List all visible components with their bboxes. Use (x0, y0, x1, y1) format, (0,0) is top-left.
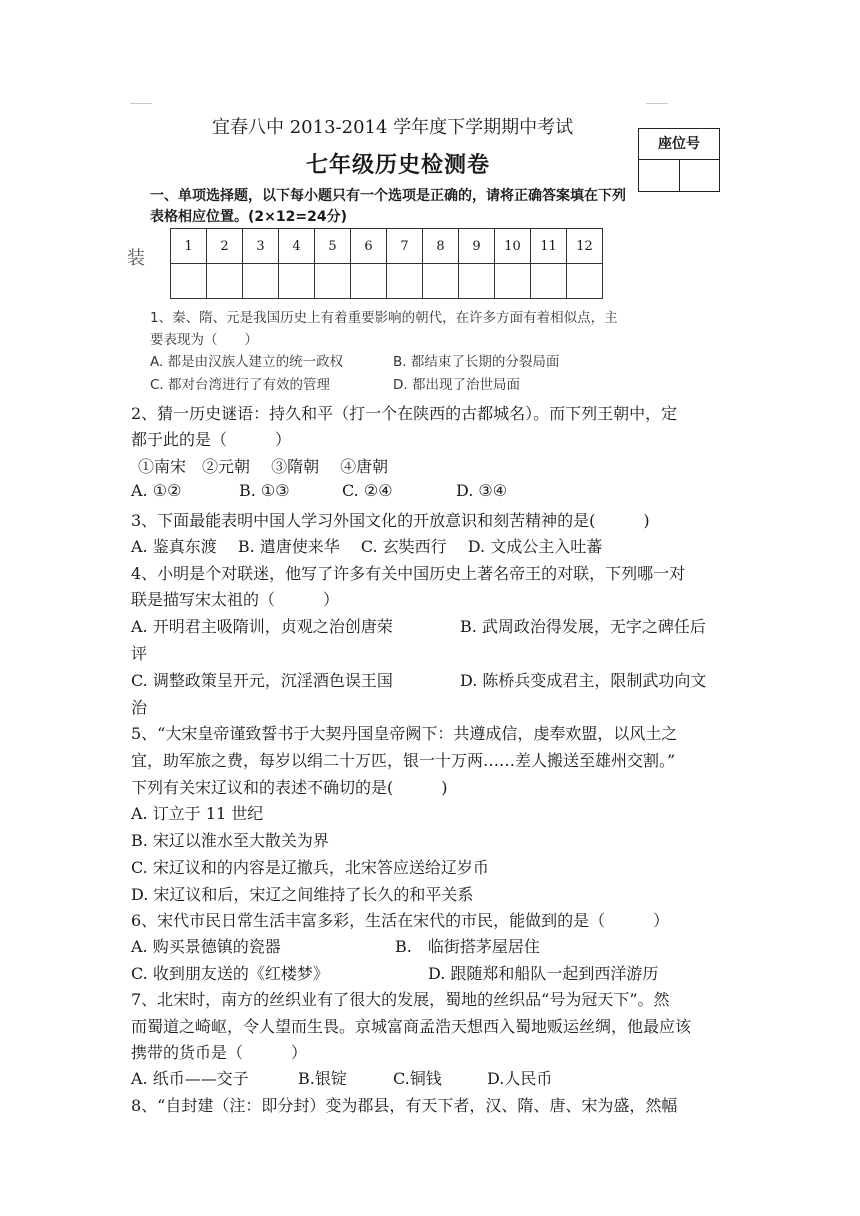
seat-cell-2[interactable] (680, 160, 720, 191)
answer-cell[interactable] (315, 264, 351, 299)
q6-option-c: C. 收到朋友送的《红楼梦》 (131, 964, 329, 983)
answer-cell[interactable] (279, 264, 315, 299)
q1-option-c: C. 都对台湾进行了有效的管理 (150, 377, 331, 393)
q4-stem-line1: 4、小明是个对联迷，他写了许多有关中国历史上著名帝王的对联，下列哪一对 (131, 564, 686, 583)
q7-stem-line1: 7、北宋时，南方的丝织业有了很大的发展，蜀地的丝织品“号为冠天下”。然 (131, 990, 670, 1009)
q2-option-a: A. ①② (131, 481, 182, 500)
q5-option-d: D. 宋辽议和后，宋辽之间维持了长久的和平关系 (131, 885, 474, 904)
answer-cell[interactable] (243, 264, 279, 299)
q4-option-d-cont: 治 (131, 698, 148, 717)
answer-cell[interactable] (459, 264, 495, 299)
q5-stem-line2: 宜，助军旅之费，每岁以绢二十万匹，银一十万两……差人搬送至雄州交割。” (131, 751, 676, 770)
answer-cell[interactable] (171, 264, 207, 299)
answer-blank-row (171, 264, 603, 299)
q7-option-b: B.银锭 (298, 1069, 347, 1088)
q5-stem-line1: 5、“大宋皇帝谨致誓书于大契丹国皇帝阙下：共遵成信，虔奉欢盟，以风土之 (131, 724, 678, 743)
q2-option-d: D. ③④ (456, 481, 508, 500)
answer-number: 9 (459, 229, 495, 264)
section-instruction-line1: 一、单项选择题，以下每小题只有一个选项是正确的，请将正确答案填在下列 (150, 188, 626, 204)
q7-stem-line3: 携带的货币是（ ） (131, 1043, 308, 1062)
seat-label: 座位号 (639, 129, 719, 160)
answer-cell[interactable] (567, 264, 603, 299)
q6-stem: 6、宋代市民日常生活丰富多彩，生活在宋代的市民，能做到的是（ ） (131, 911, 670, 930)
q7-option-d: D.人民币 (487, 1069, 553, 1088)
q1-stem-line2: 要表现为（ ） (150, 332, 258, 348)
exam-title: 七年级历史检测卷 (306, 152, 491, 178)
answer-number: 3 (243, 229, 279, 264)
q7-option-a: A. 纸币——交子 (131, 1069, 249, 1088)
answer-cell[interactable] (387, 264, 423, 299)
q6-option-d: D. 跟随郑和船队一起到西洋游历 (428, 964, 659, 983)
answer-table (170, 228, 603, 299)
q2-stem-line2: 都于此的是（ ） (131, 430, 292, 449)
answer-cell[interactable] (351, 264, 387, 299)
answer-number: 8 (423, 229, 459, 264)
q4-option-d: D. 陈桥兵变成君主，限制武功向文 (460, 671, 707, 690)
answer-number: 12 (567, 229, 603, 264)
section-instruction-line2: 表格相应位置。(2×12=24分) (150, 209, 347, 225)
binding-margin-mark: 装 (127, 248, 145, 269)
q5-option-b: B. 宋辽以淮水至大散关为界 (131, 831, 329, 850)
school-title: 宜春八中 2013-2014 学年度下学期期中考试 (212, 117, 574, 138)
q1-option-b: B. 都结束了长期的分裂局面 (393, 354, 560, 370)
answer-number: 5 (315, 229, 351, 264)
q7-stem-line2: 而蜀道之崎岖，令人望而生畏。京城富商孟浩天想西入蜀地贩运丝绸，他最应该 (131, 1017, 692, 1036)
q4-option-a: A. 开明君主吸隋训，贞观之治创唐荣 (131, 617, 393, 636)
answer-number: 11 (531, 229, 567, 264)
answer-cell[interactable] (531, 264, 567, 299)
q1-stem-line1: 1、秦、隋、元是我国历史上有着重要影响的朝代，在许多方面有着相似点，主 (150, 310, 618, 326)
q5-option-a: A. 订立于 11 世纪 (131, 804, 264, 823)
answer-number: 4 (279, 229, 315, 264)
answer-cell[interactable] (495, 264, 531, 299)
q5-option-c: C. 宋辽议和的内容是辽撤兵，北宋答应送给辽岁币 (131, 858, 489, 877)
q2-items: ①南宋 ②元朝 ③隋朝 ④唐朝 (138, 457, 389, 476)
answer-number: 7 (387, 229, 423, 264)
q7-option-c: C.铜钱 (393, 1069, 442, 1088)
q3-options: A. 鉴真东渡 B. 遣唐使来华 C. 玄奘西行 D. 文成公主入吐蕃 (131, 537, 603, 556)
answer-number: 10 (495, 229, 531, 264)
q6-option-b: B. 临街搭茅屋居住 (395, 937, 540, 956)
q3-stem: 3、下面最能表明中国人学习外国文化的开放意识和刻苦精神的是( ) (131, 511, 650, 530)
answer-number: 2 (207, 229, 243, 264)
seat-number-box (638, 128, 720, 192)
q1-option-a: A. 都是由汉族人建立的统一政权 (150, 354, 344, 370)
answer-number: 6 (351, 229, 387, 264)
q6-option-a: A. 购买景德镇的瓷器 (131, 937, 281, 956)
q8-stem-line1: 8、“自封建（注：即分封）变为郡县，有天下者，汉、隋、唐、宋为盛，然幅 (131, 1096, 678, 1115)
q5-stem-line3: 下列有关宋辽议和的表述不确切的是( ) (131, 778, 448, 797)
seat-cell-1[interactable] (639, 160, 680, 191)
q4-option-b-cont: 评 (131, 644, 148, 663)
q2-option-c: C. ②④ (342, 481, 393, 500)
q4-option-b: B. 武周政治得发展，无字之碑任后 (460, 617, 706, 636)
top-left-rule (130, 103, 152, 104)
q2-stem-line1: 2、猜一历史谜语：持久和平（打一个在陕西的古都城名）。而下列王朝中，定 (131, 404, 678, 423)
q4-option-c: C. 调整政策呈开元，沉淫酒色误王国 (131, 671, 393, 690)
q4-stem-line2: 联是描写宋太祖的（ ） (131, 590, 340, 609)
top-right-rule (646, 103, 668, 104)
q2-option-b: B. ①③ (239, 481, 290, 500)
answer-cell[interactable] (423, 264, 459, 299)
answer-cell[interactable] (207, 264, 243, 299)
answer-number-row (171, 229, 603, 264)
q1-option-d: D. 都出现了治世局面 (393, 377, 520, 393)
answer-number: 1 (171, 229, 207, 264)
